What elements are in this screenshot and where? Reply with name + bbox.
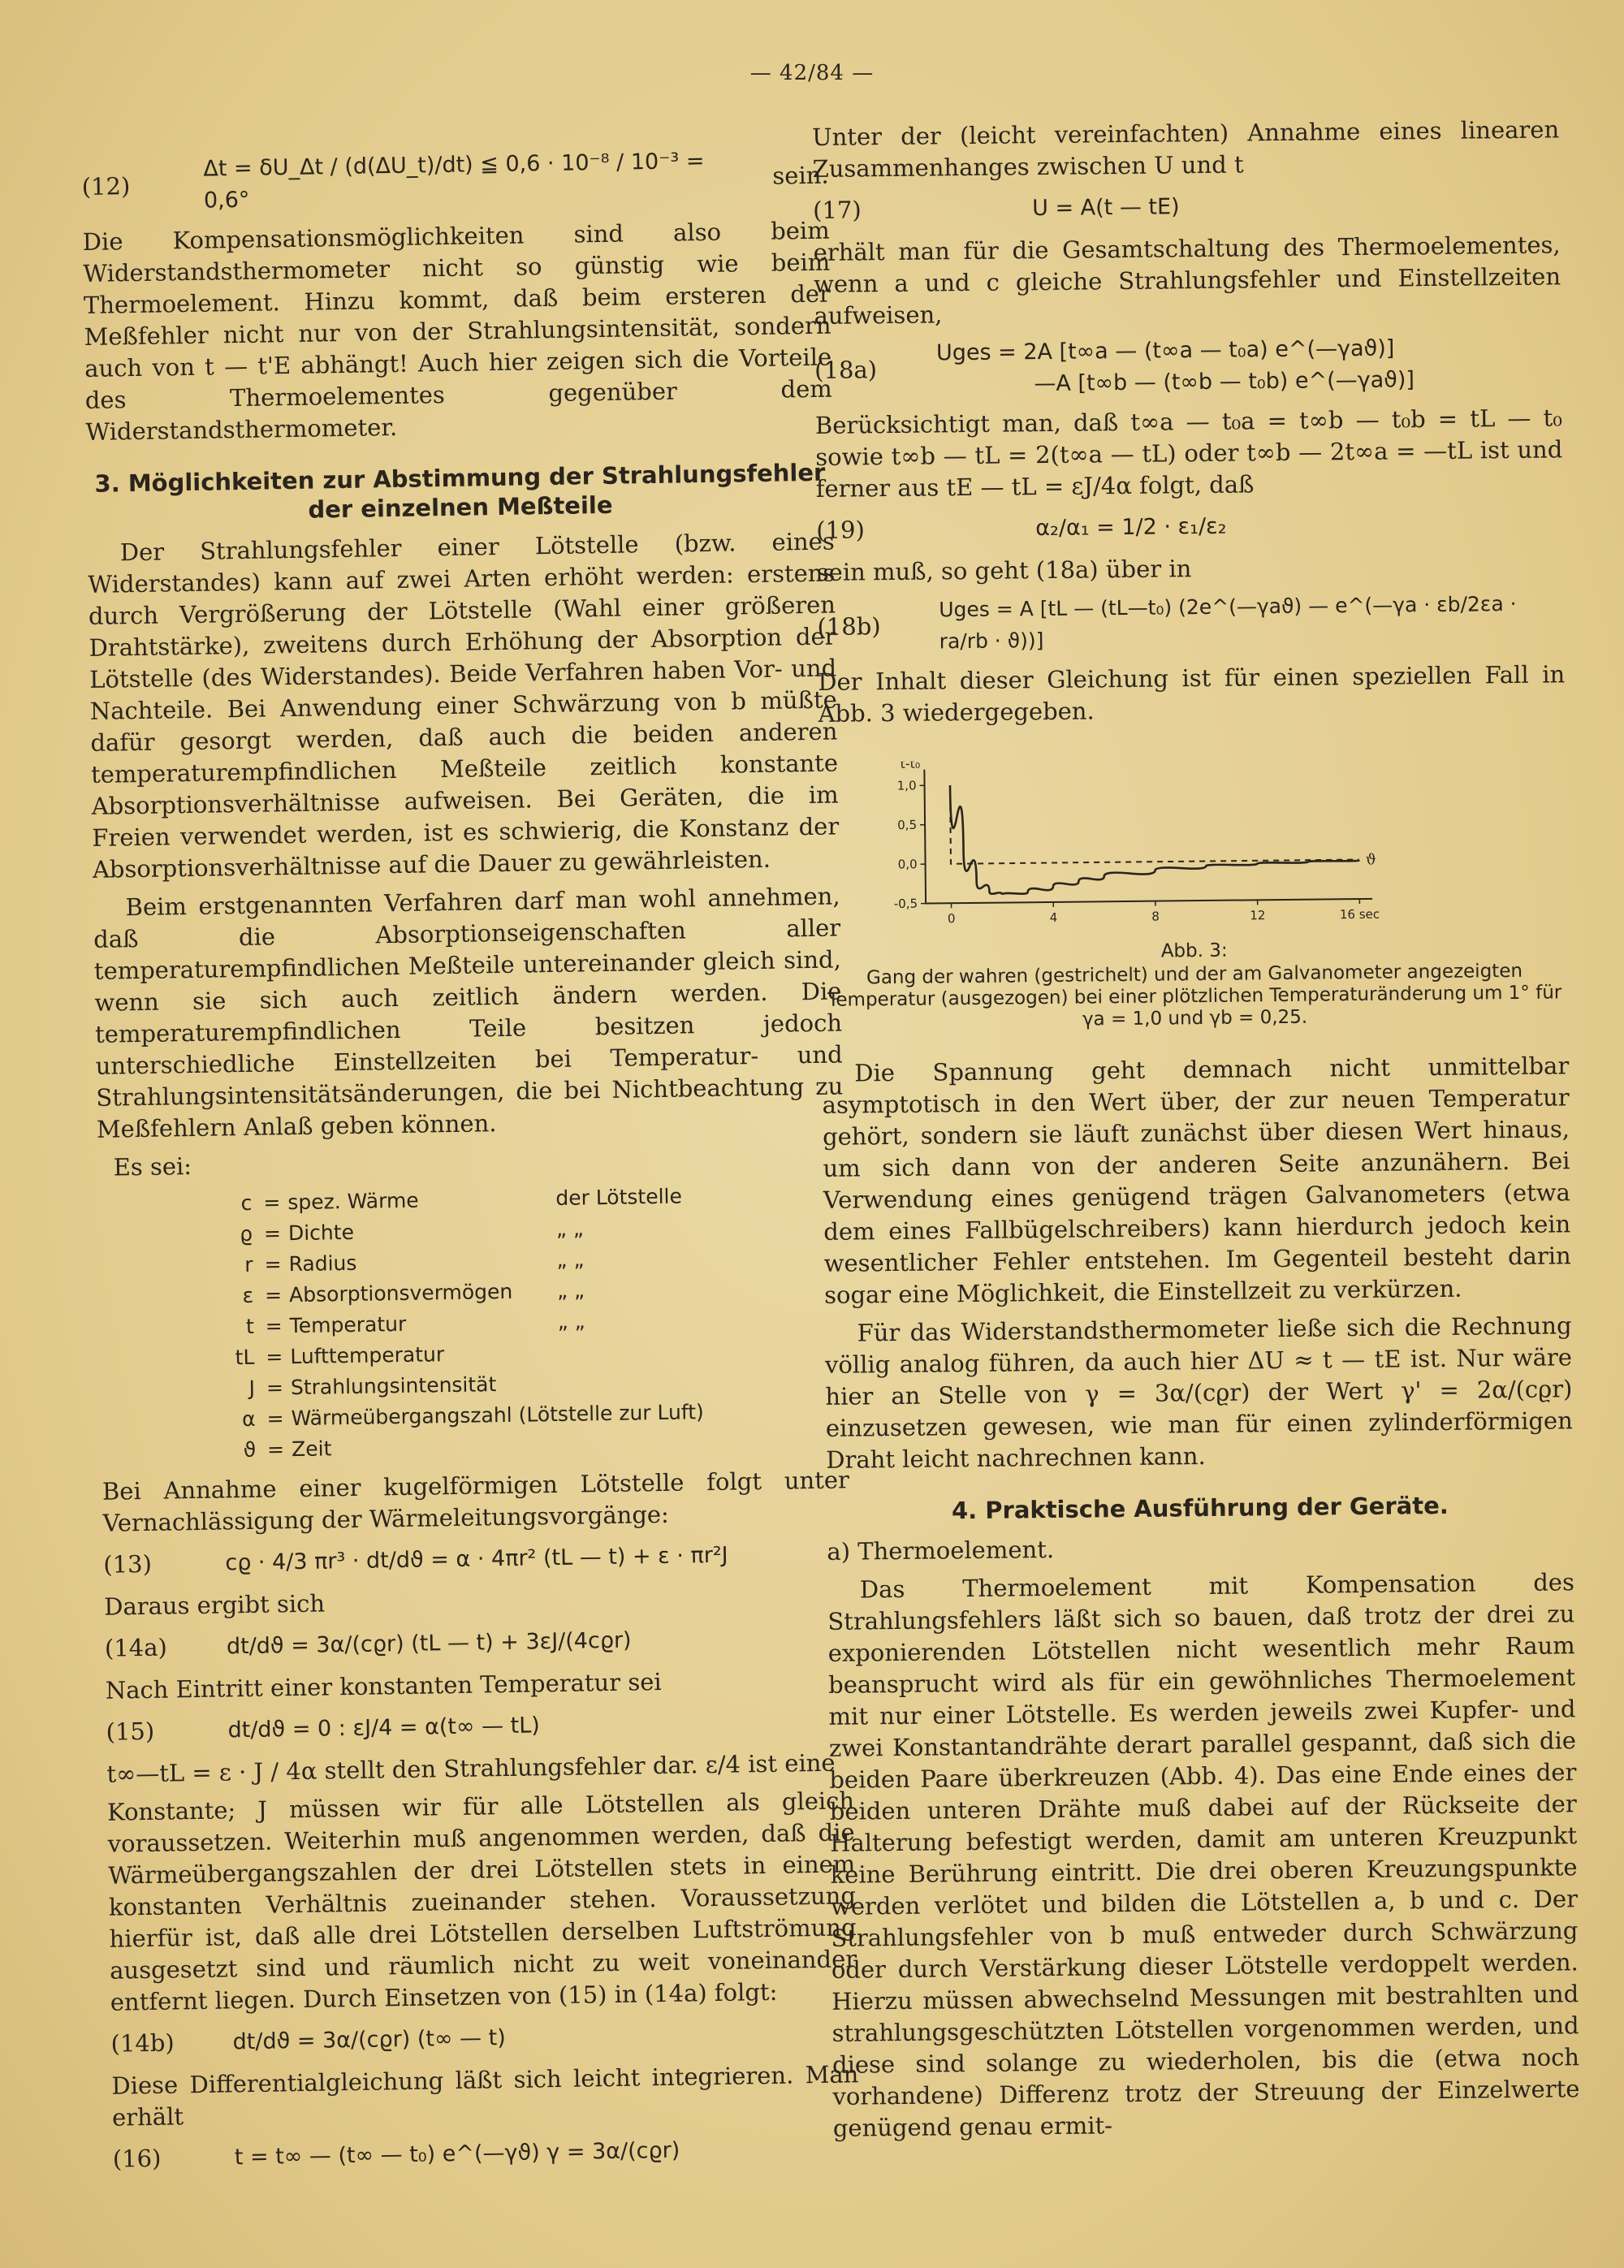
x-tick-label: 4 xyxy=(1049,909,1058,925)
equation-formula xyxy=(936,330,1562,400)
definition-note: „ „ xyxy=(556,1278,585,1302)
y-tick-label: 1,0 xyxy=(896,778,917,793)
figure-caption xyxy=(821,936,1569,1034)
paragraph: Der Inhalt dieser Gleichung ist für einen speziellen Fall in Abb. 3 wiedergegeben. xyxy=(818,660,1566,728)
definition-text: Zeit xyxy=(291,1436,332,1462)
definition-symbol: α xyxy=(241,1406,256,1432)
paragraph: Konstante; J müssen wir für alle Lötstellen als gleich voraussetzen. Weiterhin muß angenommen werden, daß die Wärmeübergangszahlen der drei Lötstellen stets in einem konstanten Verhältnis zueinander stehen. Voraussetzung hierfür ist, daß alle drei Lötstellen derselben Luftströmung ausgesetzt sind und räumlich nicht zu weit voneinander entfernt liegen. Durch Einsetzen von (15) in (14a) folgt: xyxy=(106,1786,857,2016)
paragraph: Das Thermoelement mit Kompensation des Strahlungsfehlers läßt sich so bauen, daß trotz der drei zu exponierenden Lötstellen nicht wesentlich mehr Raum beansprucht wird als für ein gewöhnliches Thermoelement mit nur einer Lötstelle. Es werden jeweils zwei Kupfer- und zwei Konstantandrähte derart parallel gespannt, daß sich die beiden Paare überkreuzen (Abb. 4). Das eine Ende eines der beiden unteren Drähte muß dabei auf der Rückseite der Halterung befestigt werden, damit am unteren Kreuzpunkt keine Berührung eintritt. Die drei oberen Kreuzungspunkte werden verlötet und bilden die Lötstellen a, b und c. Der Strahlungsfehler von b muß entweder durch Schwärzung oder durch Verstärkung dieser Lötstelle verdoppelt werden. Hierzu müssen abwechselnd Messungen mit bestrahlten und strahlungsgeschützten Lötstellen vorgenommen werden, und diese sind solange zu wiederholen, bis die (etwa noch vorhandene) Differenz trotz der Streuung der Einzelwerte genügend genau ermit- xyxy=(827,1568,1580,2142)
x-tick-label: 16 sec xyxy=(1339,906,1380,922)
equation-formula: dt/dϑ = 3α/(cϱr) (t∞ — t) xyxy=(232,2024,506,2054)
equation-number: (12) xyxy=(81,171,131,201)
definition-text: Strahlungsintensität xyxy=(290,1372,497,1400)
definitions-intro: Es sei: xyxy=(113,1152,192,1182)
figure-abb-3 xyxy=(867,756,1421,940)
definition-note: „ „ xyxy=(557,1309,585,1333)
paragraph: Nach Eintritt einer konstanten Temperatur sei xyxy=(105,1668,662,1704)
definition-symbol: c xyxy=(240,1190,253,1216)
equation-number: (17) xyxy=(812,195,862,224)
section-heading-3: 3. Möglichkeiten zur Abstimmung der Strahlungsfehler der einzelnen Meßteile xyxy=(94,458,826,524)
definition-symbol: r xyxy=(244,1252,253,1277)
series-line-indicated xyxy=(950,781,1359,896)
paragraph: Für das Widerstandsthermometer ließe sich die Rechnung völlig analog führen, da auch hier ΔU ≈ t — tE ist. Nur wäre hier an Stelle von γ = 3α/(cϱr) der Wert γ' = 2α/(cϱr) einzusetzen gewesen, wie man für einen zylinderförmigen Draht leicht nachrechnen kann. xyxy=(824,1311,1573,1474)
equation-14a xyxy=(105,1618,853,1666)
definition-note: der Lötstelle xyxy=(555,1184,683,1210)
curve-label: ϑ xyxy=(1365,851,1376,869)
definition-text: Wärmeübergangszahl (Lötstelle zur Luft) xyxy=(291,1400,704,1431)
equation-number: (14a) xyxy=(104,1633,168,1662)
series-line-true xyxy=(950,781,1359,864)
equation-18a xyxy=(814,330,1562,402)
figure-caption-text: Gang der wahren (gestrichelt) und der am Galvanometer angezeigten Temperatur (ausgezogen) bei einer plötzlichen Temperaturänderung um 1° für γa = 1,0 und γb = 0,25. xyxy=(827,960,1562,1030)
paragraph: Die Spannung geht demnach nicht unmittelbar asymptotisch in den Wert über, der zur neuen Temperatur gehört, sondern sie läuft zunächst über diesen Wert hinaus, um sich dann von der anderen Seite anzunähern. Bei Verwendung eines genügend trägen Galvanometers (etwa dem eines Fallbügelschreibers) kann hierdurch jedoch kein wesentlicher Fehler entstehen. Im Gegenteil besteht darin sogar eine Möglichkeit, die Einstellzeit zu verkürzen. xyxy=(822,1052,1571,1309)
definition-note: „ „ xyxy=(556,1247,585,1272)
y-tick-label: 0,5 xyxy=(897,817,918,833)
definition-text: Absorptionsvermögen xyxy=(288,1279,513,1307)
equation-number: (15) xyxy=(106,1717,155,1746)
definition-row: α = Wärmeübergangszahl (Lötstelle zur Luft) xyxy=(101,1394,848,1436)
equation-formula: cϱ · 4/3 πr³ · dt/dϑ = α · 4πr² (tL — t) + ε · πr²J xyxy=(225,1542,728,1575)
equation-15 xyxy=(106,1701,853,1750)
equation-number: (16) xyxy=(112,2144,162,2173)
definition-note xyxy=(558,1334,778,1368)
definition-symbol: ε xyxy=(242,1283,254,1308)
definition-text: spez. Wärme xyxy=(287,1188,419,1215)
page-number: — 42/84 — xyxy=(749,61,875,85)
definition-text: Temperatur xyxy=(289,1311,407,1338)
definition-row: ϱ = Dichte „ „ xyxy=(98,1209,845,1251)
equation-18b xyxy=(817,587,1565,659)
chart-svg xyxy=(867,756,1421,932)
paragraph: Berücksichtigt man, daß t∞a — t₀a = t∞b — t₀b = tL — t₀ sowie t∞b — tL = 2(t∞a — tL) oder t∞b — 2t∞a = —tL ist und ferner aus tE — tL = εJ/4α folgt, daß xyxy=(814,404,1563,503)
equation-formula: α₂/α₁ = 1/2 · ε₁/ε₂ xyxy=(1035,513,1227,541)
equation-number: (13) xyxy=(103,1549,153,1579)
definition-row: c = spez. Wärme der Lötstelle xyxy=(97,1178,844,1220)
x-tick-label: 8 xyxy=(1151,909,1160,924)
definition-row: t = Temperatur „ „ xyxy=(100,1302,847,1344)
equation-number: (14b) xyxy=(110,2028,175,2058)
paragraph: Daraus ergibt sich xyxy=(103,1589,326,1621)
x-tick-label: 0 xyxy=(947,911,956,927)
y-axis-label: t-t₀ xyxy=(900,756,921,771)
paragraph: erhält man für die Gesamtschaltung des Thermoelementes, wenn a und c gleiche Strahlungsfehler und Einstellzeiten aufweisen, xyxy=(813,231,1561,330)
definition-row: J = Strahlungsintensität xyxy=(101,1363,848,1406)
definition-text: Dichte xyxy=(287,1220,355,1246)
equation-13 xyxy=(103,1534,851,1583)
equation-line: Uges = 2A [t∞a — (t∞a — t₀a) e^(—γaϑ)] xyxy=(935,335,1395,366)
paragraph: Unter der (leicht vereinfachten) Annahme eines linearen Zusammenhanges zwischen U und t xyxy=(812,115,1560,183)
equation-17 xyxy=(813,184,1560,229)
definition-note xyxy=(559,1365,779,1399)
equation-14b xyxy=(110,2013,858,2062)
subsection-heading: a) Thermoelement. xyxy=(827,1535,1055,1566)
paragraph: Der Strahlungsfehler einer Lötstelle (bzw. eines Widerstandes) kann auf zwei Arten erhöht werden: erstens durch Vergrößerung der Lötstelle (Wahl einer größeren Drahtstärke), zweitens durch Erhöhung der Absorption der Lötstelle (des Widerstandes). Beide Verfahren haben Vor- und Nachteile. Bei Anwendung einer Schwärzung von b müßte dafür gesorgt werden, daß auch die beiden anderen temperaturempfindlichen Meßteile zeitlich konstante Absorptionsverhältnisse aufweisen. Bei Geräten, die im Freien verwendet werden, ist es schwierig, die Konstanz der Absorptionsverhältnisse auf die Dauer zu gewährleisten. xyxy=(88,527,840,883)
section-heading-4: 4. Praktische Ausführung der Geräte. xyxy=(951,1491,1449,1525)
y-tick-label: -0,5 xyxy=(893,896,918,911)
paragraph: Bei Annahme einer kugelförmigen Lötstelle folgt unter Vernachlässigung der Wärmeleitungsvorgänge: xyxy=(102,1466,850,1537)
equation-tail: sein. xyxy=(772,161,829,190)
paragraph: sein muß, so geht (18a) über in xyxy=(816,555,1192,586)
definition-row: ε = Absorptionsvermögen „ „ xyxy=(99,1271,846,1313)
paragraph: t∞—tL = ε · J / 4α stellt den Strahlungsfehler dar. ε/4 ist eine xyxy=(106,1748,836,1788)
y-tick-label: 0,0 xyxy=(897,857,918,872)
equation-number: (18b) xyxy=(817,611,881,641)
definition-note: „ „ xyxy=(555,1216,585,1241)
equation-number: (19) xyxy=(816,515,865,544)
definition-row: r = Radius „ „ xyxy=(98,1240,845,1282)
definition-symbol: ϑ xyxy=(243,1437,257,1462)
equation-12 xyxy=(81,144,829,218)
equation-formula: Δt = δU_Δt / (d(ΔU_t)/dt) ≦ 0,6 · 10⁻⁸ / 10⁻³ = 0,6° xyxy=(203,148,705,214)
x-tick-label: 12 xyxy=(1250,908,1266,923)
equation-number: (18a) xyxy=(814,355,878,384)
equation-formula: Uges = A [tL — (tL—t₀) (2e^(—γaϑ) — e^(—γa · εb/2εa · ra/rb · ϑ))] xyxy=(939,591,1517,654)
equation-16 xyxy=(112,2128,860,2177)
paragraph: Die Kompensationsmöglichkeiten sind also beim Widerstandsthermometer nicht so günstig wie beim Thermoelement. Hinzu kommt, daß beim ersteren der Meßfehler nicht nur von der Strahlungsintensität, sondern auch von t — t'E abhängt! Auch hier zeigen sich die Vorteile des Thermoelementes gegenüber dem Widerstandsthermometer. xyxy=(82,216,832,446)
definition-row: ϑ = Zeit xyxy=(102,1425,849,1467)
figure-title: Abb. 3: xyxy=(1160,940,1228,962)
definition-symbol: ϱ xyxy=(239,1221,253,1246)
definition-text: Lufttemperatur xyxy=(290,1342,445,1369)
equation-line: —A [t∞b — (t∞b — t₀b) e^(—γaϑ)] xyxy=(1034,367,1415,397)
equation-formula: dt/dϑ = 3α/(cϱr) (tL — t) + 3εJ/(4cϱr) xyxy=(226,1627,632,1659)
paragraph: Beim erstgenannten Verfahren darf man wohl annehmen, daß die Absorptionseigenschaften aller temperaturempfindlichen Meßteile untereinander gleich sind, wenn sie sich auch zeitlich ändern werden. Die temperaturempfindlichen Teile besitzen jedoch unterschiedliche Einstellzeiten bei Temperatur- und Strahlungsintensitätsänderungen, die bei Nichtbeachtung zu Meßfehlern Anlaß geben können. xyxy=(93,882,844,1143)
definition-symbol: tL xyxy=(235,1345,255,1370)
paragraph: Diese Differentialgleichung läßt sich leicht integrieren. Man erhält xyxy=(111,2060,859,2132)
definition-symbol: J xyxy=(248,1376,256,1400)
equation-formula: dt/dϑ = 0 : εJ/4 = α(t∞ — tL) xyxy=(227,1712,541,1743)
equation-formula: t = t∞ — (t∞ — t₀) e^(—γϑ) γ = 3α/(cϱr) xyxy=(234,2137,680,2170)
x-axis xyxy=(926,899,1372,904)
definition-row: tL = Lufttemperatur xyxy=(100,1333,847,1375)
definitions-list xyxy=(97,1178,849,1467)
y-axis xyxy=(924,770,926,904)
definition-symbol: t xyxy=(245,1314,255,1338)
left-column xyxy=(81,139,860,2186)
right-column xyxy=(812,114,1580,2150)
definition-text: Radius xyxy=(288,1251,357,1277)
equation-formula: U = A(t — tE) xyxy=(1031,193,1180,221)
equation-19 xyxy=(816,503,1563,549)
